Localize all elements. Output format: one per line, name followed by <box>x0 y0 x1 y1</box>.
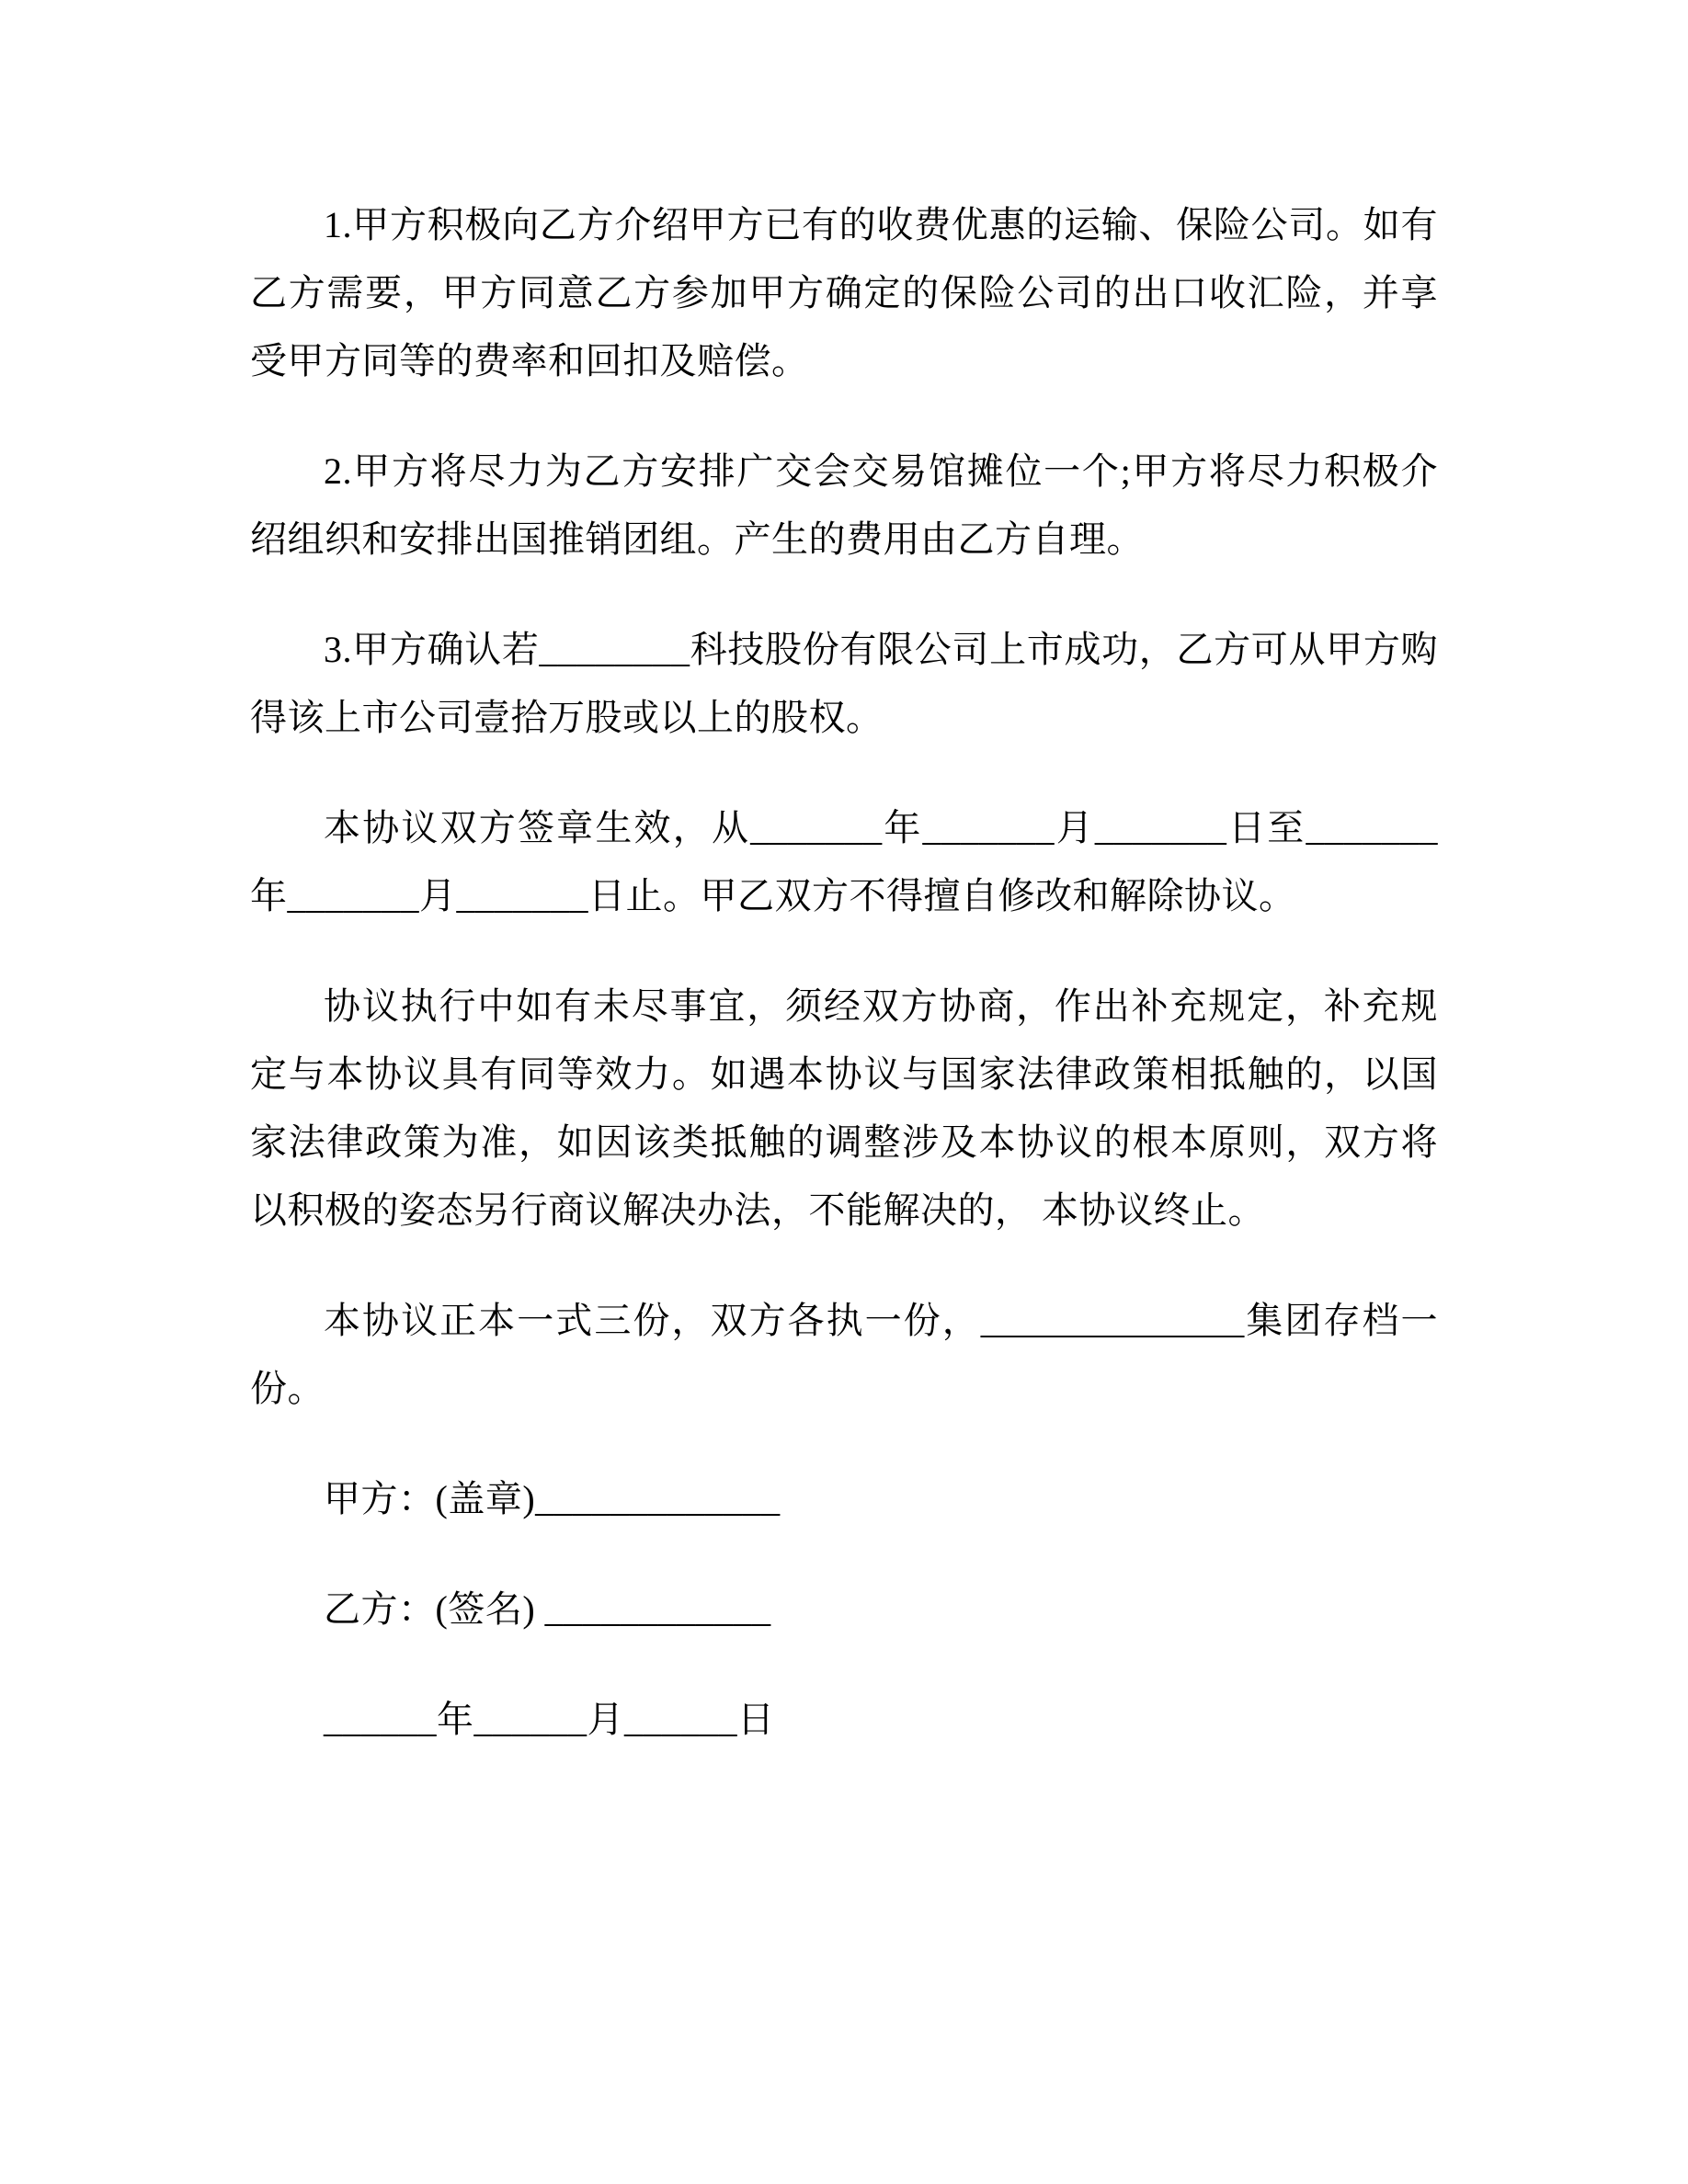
signature-party-b: 乙方：(签名) ____________ <box>324 1588 771 1630</box>
paragraph-clause-1: 1.甲方积极向乙方介绍甲方已有的收费优惠的运输、保险公司。如有乙方需要，甲方同意乙方参加甲方确定的保险公司的出口收汇险，并享受甲方同等的费率和回扣及赔偿。 <box>250 204 1438 381</box>
date-line: ______年______月______日 <box>324 1699 775 1740</box>
paragraph-validity-term: 本协议双方签章生效，从_______年_______月_______日至_______ 年_______月_______日止。甲乙双方不得擅自修改和解除协议。 <box>250 807 1438 916</box>
paragraph-supplementary-provisions: 协议执行中如有未尽事宜，须经双方协商，作出补充规定，补充规定与本协议具有同等效力。如遇本协议与国家法律政策相抵触的，以国家法律政策为准，如因该类抵触的调整涉及本协议的根本原则，双方将以积极的姿态另行商议解决办法，不能解决的， 本协议终止。 <box>250 985 1438 1231</box>
signature-party-a: 甲方：(盖章)_____________ <box>324 1478 781 1519</box>
paragraph-clause-3: 3.甲方确认若________科技股份有限公司上市成功，乙方可从甲方购得该上市公司壹拾万股或以上的股权。 <box>250 629 1438 738</box>
paragraph-clause-2: 2.甲方将尽力为乙方安排广交会交易馆摊位一个;甲方将尽力积极介绍组织和安排出国推销团组。产生的费用由乙方自理。 <box>250 450 1438 560</box>
paragraph-copies: 本协议正本一式三份，双方各执一份，______________集团存档一份。 <box>250 1300 1438 1409</box>
